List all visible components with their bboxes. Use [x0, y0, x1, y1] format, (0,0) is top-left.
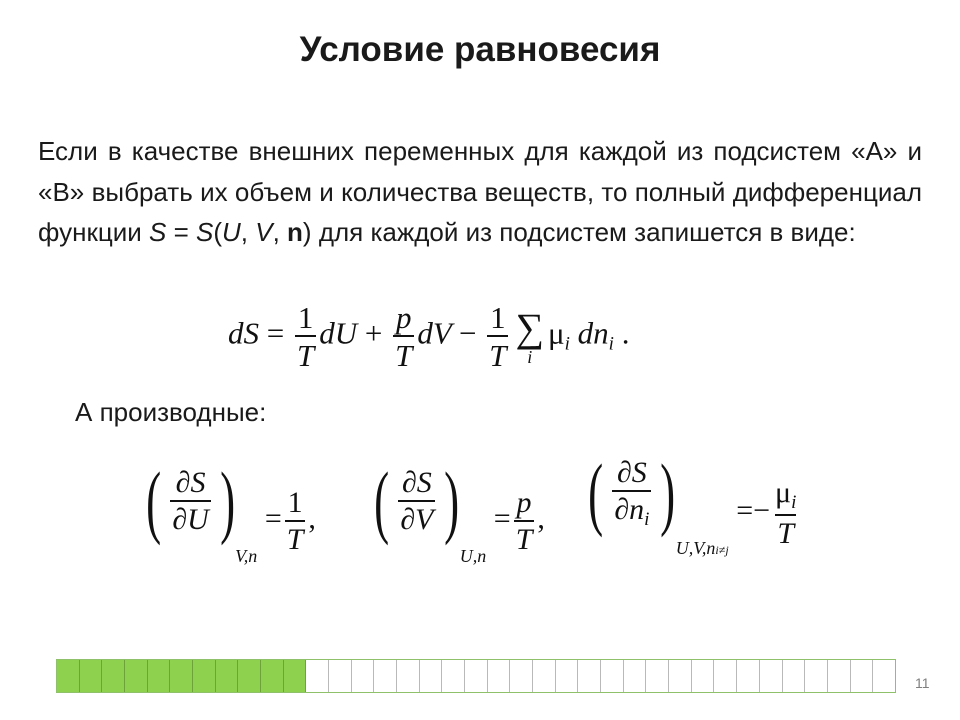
d3-sub-text: U,V,n [675, 538, 716, 558]
d1-num: ∂S [175, 465, 206, 499]
d3-den-wrap [612, 490, 651, 529]
close-paren: ) [302, 217, 312, 247]
main-equation [228, 302, 629, 371]
arg-n: n [287, 217, 303, 247]
progress-cell [420, 660, 443, 692]
progress-cell [851, 660, 874, 692]
slide-title: Условие равновесия [299, 30, 661, 69]
progress-cell [125, 660, 148, 692]
d3-sub [676, 538, 729, 558]
progress-cell [828, 660, 851, 692]
progress-cell [284, 660, 307, 692]
d1-den: ∂U [170, 500, 211, 535]
sum-symbol: ∑ [515, 304, 544, 350]
d3-rden: T [775, 514, 796, 549]
progress-cell [805, 660, 828, 692]
d1-eq: = [264, 502, 282, 535]
progress-cell [442, 660, 465, 692]
sum-index: i [527, 346, 533, 367]
progress-cell [624, 660, 647, 692]
sep-1: , [240, 217, 256, 247]
progress-cell [873, 660, 895, 692]
progress-cell [306, 660, 329, 692]
open-paren: ( [213, 217, 222, 247]
plus-sign: + [364, 315, 383, 351]
d2-rnum: p [516, 485, 532, 519]
d3-rnum: μ [775, 475, 792, 509]
fraction-3 [487, 302, 508, 371]
minus-sign: − [459, 315, 477, 351]
paren-group-3 [582, 447, 682, 538]
d3-num: ∂S [616, 455, 647, 489]
dn-subscript: i [608, 333, 614, 355]
progress-cell [533, 660, 556, 692]
d1-tail: , [308, 502, 316, 535]
progress-cell [510, 660, 533, 692]
progress-cell [80, 660, 103, 692]
mu-symbol: μ [548, 315, 565, 351]
progress-cell [170, 660, 193, 692]
d1-rden: T [285, 520, 306, 555]
function-name-2: S [195, 217, 214, 247]
d3-sign: − [753, 494, 771, 527]
page-number: 11 [915, 675, 930, 691]
progress-cell [148, 660, 171, 692]
d3-rnum-sub: i [791, 491, 797, 513]
progress-cell [783, 660, 806, 692]
eq-lhs: dS [228, 315, 259, 351]
d3-sub-sub: i≠j [715, 543, 729, 557]
progress-cell [488, 660, 511, 692]
derivative-2 [368, 455, 545, 567]
progress-cell [397, 660, 420, 692]
eq-end: . [621, 315, 630, 351]
d3-den-sub: i [644, 508, 650, 530]
d2-rden: T [514, 520, 535, 555]
progress-cell [737, 660, 760, 692]
d3-den: ∂n [614, 492, 645, 526]
frac3-num: 1 [490, 300, 506, 335]
body-paragraph [38, 131, 922, 253]
left-paren-icon: ( [588, 447, 604, 538]
d3-eq: = [736, 494, 754, 527]
progress-cell [238, 660, 261, 692]
fraction-2 [393, 302, 414, 371]
d2-tail: , [537, 502, 545, 535]
progress-cell [669, 660, 692, 692]
progress-cell [193, 660, 216, 692]
d2-num: ∂S [401, 465, 432, 499]
d1-sub: V,n [235, 546, 258, 566]
derivative-3 [582, 447, 801, 559]
frac3-den: T [487, 335, 508, 371]
right-paren-icon: ) [660, 447, 676, 538]
arg-u: U [222, 217, 241, 247]
right-paren-icon: ) [444, 455, 460, 546]
progress-cell [692, 660, 715, 692]
fraction-1 [295, 302, 316, 371]
progress-cell [646, 660, 669, 692]
slide-progress-bar [56, 659, 896, 693]
progress-cell [601, 660, 624, 692]
progress-cell [352, 660, 375, 692]
frac1-num: 1 [297, 300, 314, 335]
paren-group-1 [140, 455, 241, 546]
progress-cell [102, 660, 125, 692]
frac1-den: T [295, 335, 316, 371]
progress-cell [760, 660, 783, 692]
d2-sub: U,n [459, 546, 487, 566]
d1-rnum: 1 [287, 485, 303, 519]
d3-rnum-wrap [773, 475, 798, 514]
left-paren-icon: ( [374, 455, 390, 546]
progress-cell [261, 660, 284, 692]
progress-cell [556, 660, 579, 692]
d3-rhs [773, 475, 798, 550]
paragraph-text-1: Если в качестве внешних переменных для каждой из подсистем «А» и «В» выбрать их объем и количества веществ, то полный дифференциал функции [38, 136, 922, 247]
d2-eq: = [493, 502, 511, 535]
function-name: S [149, 217, 167, 247]
frac2-den: T [393, 335, 414, 371]
d2-frac [398, 465, 435, 536]
progress-cell [714, 660, 737, 692]
equals-sign: = [166, 217, 196, 247]
sep-2: , [272, 217, 288, 247]
d3-frac [612, 455, 651, 530]
paren-group-2 [368, 455, 466, 546]
progress-cell [465, 660, 488, 692]
d2-rhs [514, 485, 535, 556]
frac2-num: p [395, 300, 412, 335]
arg-v: V [255, 217, 273, 247]
d1-frac [170, 465, 211, 536]
left-paren-icon: ( [146, 455, 162, 546]
derivative-1 [140, 455, 316, 567]
derivatives-label: А производные: [75, 397, 267, 427]
progress-cell [216, 660, 239, 692]
progress-cell [329, 660, 352, 692]
progress-cell [57, 660, 80, 692]
right-paren-icon: ) [219, 455, 235, 546]
term-dv: dV [417, 315, 452, 351]
d2-den: ∂V [398, 500, 435, 535]
progress-cell [374, 660, 397, 692]
sum-operator [515, 304, 544, 367]
mu-subscript: i [564, 333, 570, 355]
eq-equals: = [266, 315, 285, 351]
term-dn: dn [577, 315, 609, 351]
progress-cell [578, 660, 601, 692]
term-du: dU [319, 315, 358, 351]
d1-rhs [285, 485, 306, 556]
paragraph-text-2: для каждой из подсистем запишется в виде: [311, 217, 856, 247]
